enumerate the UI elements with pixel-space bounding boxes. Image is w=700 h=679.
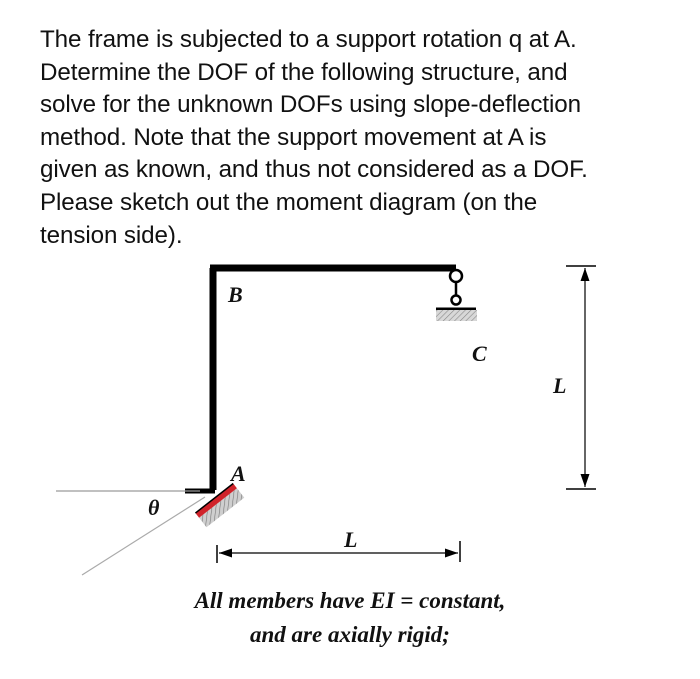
horizontal-dimension [217, 527, 460, 563]
dim-label-horizontal: L [344, 527, 358, 552]
label-theta: θ [148, 495, 160, 520]
problem-line: given as known, and thus not considered as a DOF. [40, 156, 588, 184]
caption-line-2: and are axially rigid; [250, 622, 450, 647]
dim-label-vertical: L [553, 373, 567, 398]
caption-line-1: All members have EI = constant, [194, 588, 506, 613]
problem-line: tension side). [40, 221, 183, 249]
rotated-reference-line [82, 497, 205, 575]
fixed-support-a [185, 483, 244, 527]
problem-line: Determine the DOF of the following structure, and [40, 58, 568, 86]
problem-line: solve for the unknown DOFs using slope-deflection [40, 91, 581, 119]
problem-line: The frame is subjected to a support rotation q at A. [40, 26, 577, 53]
label-a: A [231, 461, 246, 486]
problem-line: Please sketch out the moment diagram (on the [40, 188, 538, 216]
vertical-dimension [552, 266, 596, 489]
pin-support-c [436, 270, 477, 321]
label-b: B [228, 282, 243, 307]
label-c: C [472, 341, 487, 366]
problem-line: method. Note that the support movement at A is [40, 123, 547, 151]
